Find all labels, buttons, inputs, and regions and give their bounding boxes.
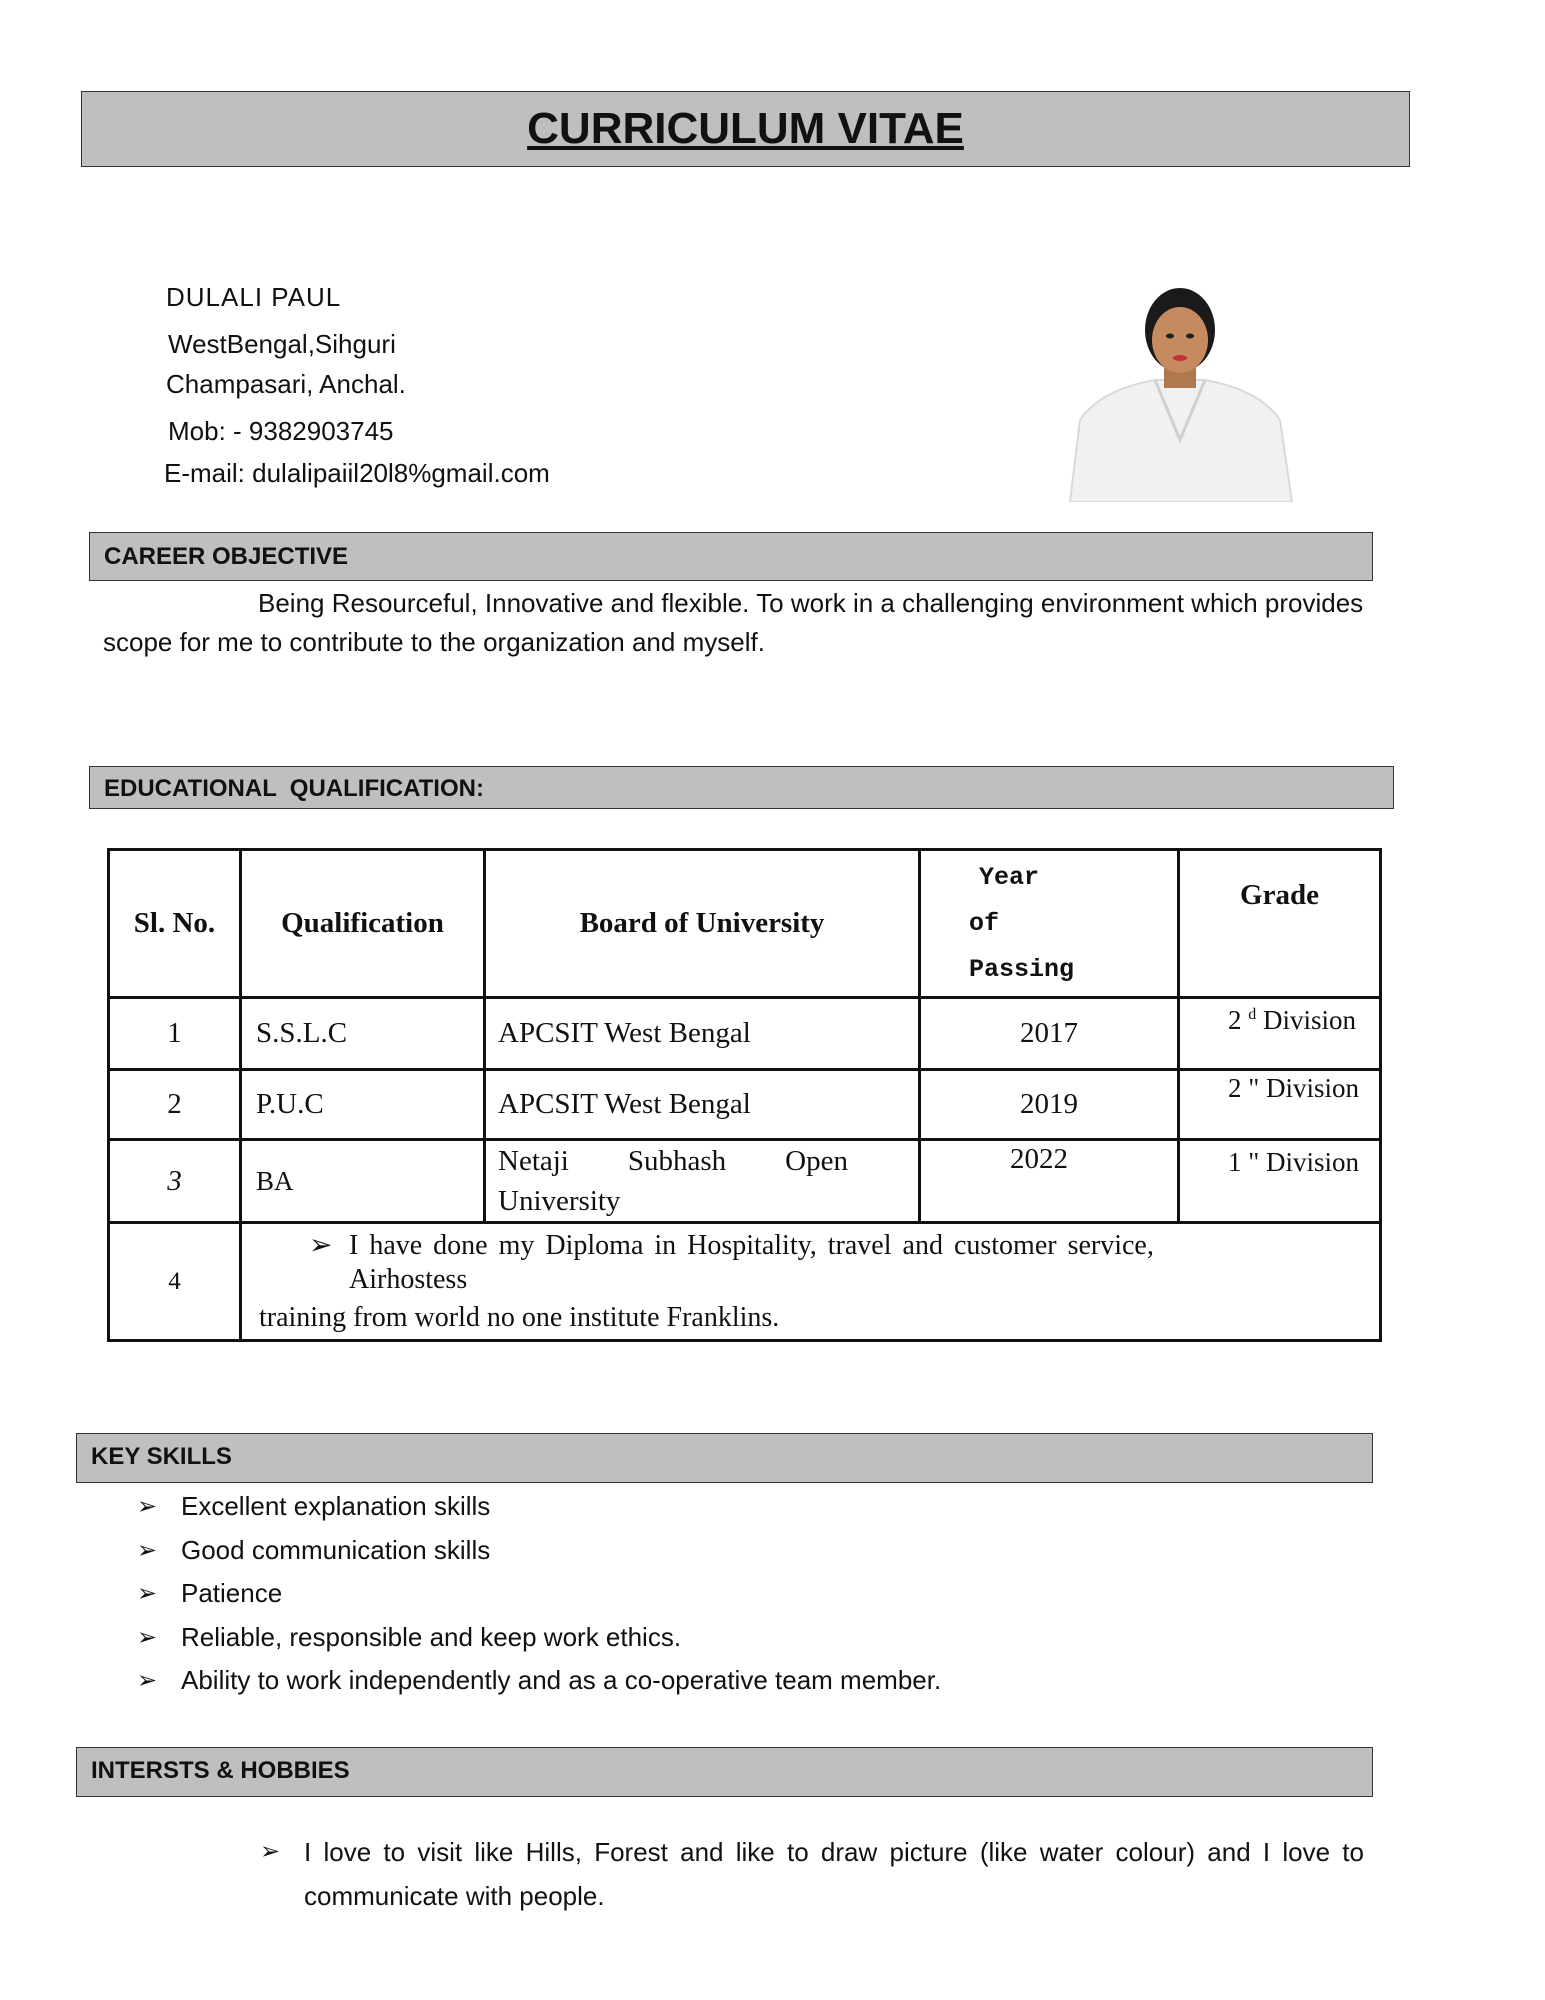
cell-qualification: S.S.L.C <box>241 998 485 1070</box>
header-year-line-1: Year <box>979 862 1040 892</box>
education-heading: EDUCATIONAL QUALIFICATION: <box>104 775 484 802</box>
grade-number: 1 <box>1228 1147 1242 1177</box>
diploma-line-1 <box>259 1229 1379 1263</box>
cell-qualification: BA <box>241 1140 485 1223</box>
skill-text: Excellent explanation skills <box>181 1491 491 1521</box>
skill-text: Good communication skills <box>181 1534 491 1565</box>
cell-grade <box>1179 1140 1381 1223</box>
cell-grade <box>1179 998 1381 1070</box>
header-year-line-2: of <box>969 908 1000 938</box>
header-year-of-passing <box>920 850 1179 998</box>
skill-text: Patience <box>181 1578 283 1608</box>
education-bar <box>89 766 1394 809</box>
cell-diploma <box>241 1223 1381 1341</box>
grade-number: 2 <box>1228 1073 1242 1103</box>
career-objective-line-1: Being Resourceful, Innovative and flexible. To work in a challenging environment which provides <box>258 588 1364 618</box>
key-skills-bar <box>76 1433 1373 1483</box>
table-row <box>109 1223 1381 1341</box>
hobbies-item <box>260 1830 1364 1918</box>
arrowhead-bullet-icon: ➢ <box>137 1536 158 1564</box>
hobbies-line-2: communicate with people. <box>304 1881 605 1911</box>
table-row <box>109 1070 1381 1140</box>
table-row <box>109 1140 1381 1223</box>
cell-sl: 4 <box>109 1223 241 1341</box>
grade-superscript: " <box>1248 1073 1260 1103</box>
cell-board <box>485 1140 920 1223</box>
diploma-line-3: training from world no one institute Franklins. <box>259 1301 780 1333</box>
arrowhead-bullet-icon: ➢ <box>137 1493 158 1520</box>
table-row <box>109 998 1381 1070</box>
skill-text: Reliable, responsible and keep work ethics. <box>181 1621 682 1652</box>
cell-year: 2017 <box>920 998 1179 1070</box>
page-title: CURRICULUM VITAE <box>527 104 964 153</box>
cell-year: 2022 <box>920 1140 1179 1223</box>
career-objective-bar <box>89 532 1373 581</box>
arrowhead-bullet-icon: ➢ <box>260 1838 281 1865</box>
hobbies-line-1: I love to visit like Hills, Forest and like to draw picture (like water colour) and I love to <box>304 1837 1364 1867</box>
list-item <box>137 1485 941 1529</box>
board-word: Open <box>785 1145 848 1177</box>
arrowhead-bullet-icon: ➢ <box>309 1229 333 1261</box>
arrowhead-bullet-icon: ➢ <box>137 1580 158 1607</box>
hobbies-heading: INTERSTS & HOBBIES <box>91 1757 350 1784</box>
board-line-2: University <box>498 1185 621 1217</box>
profile-photo <box>1060 280 1300 502</box>
header-year-line-3: Passing <box>969 954 1075 984</box>
cell-sl: 1 <box>109 998 241 1070</box>
person-photo-icon <box>1060 280 1300 502</box>
contact-address-line-1: WestBengal,Sihguri <box>168 329 396 359</box>
contact-email: E-mail: dulalipaiil20l8%gmail.com <box>164 458 550 488</box>
title-bar <box>81 91 1410 167</box>
arrowhead-bullet-icon: ➢ <box>137 1667 158 1694</box>
cell-grade <box>1179 1070 1381 1140</box>
list-item <box>137 1659 942 1703</box>
diploma-text: I have done my Diploma in Hospitality, travel and customer service, <box>349 1229 1154 1261</box>
contact-name: DULALI PAUL <box>166 282 342 312</box>
grade-number: 2 <box>1228 1005 1242 1035</box>
key-skills-list <box>137 1485 942 1703</box>
education-table <box>107 848 1382 1342</box>
header-sl-no: Sl. No. <box>109 850 241 998</box>
cell-year: 2019 <box>920 1070 1179 1140</box>
list-item <box>137 1529 941 1573</box>
arrowhead-bullet-icon: ➢ <box>137 1623 158 1651</box>
grade-text: Division <box>1266 1073 1360 1103</box>
cell-sl: 2 <box>109 1070 241 1140</box>
grade-text: Division <box>1266 1147 1360 1177</box>
list-item <box>137 1572 941 1616</box>
header-qualification: Qualification <box>241 850 485 998</box>
board-word: Subhash <box>627 1145 727 1177</box>
career-objective-heading: CAREER OBJECTIVE <box>104 543 349 570</box>
header-board: Board of University <box>485 850 920 998</box>
grade-superscript: d <box>1248 1006 1257 1023</box>
diploma-line-2: Airhostess <box>349 1263 468 1295</box>
skill-text: Ability to work independently and as a co-operative team member. <box>181 1665 942 1695</box>
key-skills-heading: KEY SKILLS <box>91 1443 232 1470</box>
career-objective-line-2: scope for me to contribute to the organization and myself. <box>103 627 765 657</box>
grade-text: Division <box>1263 1005 1357 1035</box>
list-item <box>137 1616 941 1660</box>
table-header-row <box>109 850 1381 998</box>
hobbies-bar <box>76 1747 1373 1797</box>
cell-sl: 3 <box>109 1140 241 1223</box>
header-grade: Grade <box>1179 850 1381 998</box>
board-word: Netaji <box>498 1145 569 1177</box>
cell-board: APCSIT West Bengal <box>485 998 920 1070</box>
cell-qualification: P.U.C <box>241 1070 485 1140</box>
grade-superscript: " <box>1248 1147 1260 1177</box>
contact-mobile: Mob: - 9382903745 <box>168 416 394 446</box>
contact-address-line-2: Champasari, Anchal. <box>166 369 406 399</box>
cell-board: APCSIT West Bengal <box>485 1070 920 1140</box>
board-line-1 <box>498 1141 848 1181</box>
